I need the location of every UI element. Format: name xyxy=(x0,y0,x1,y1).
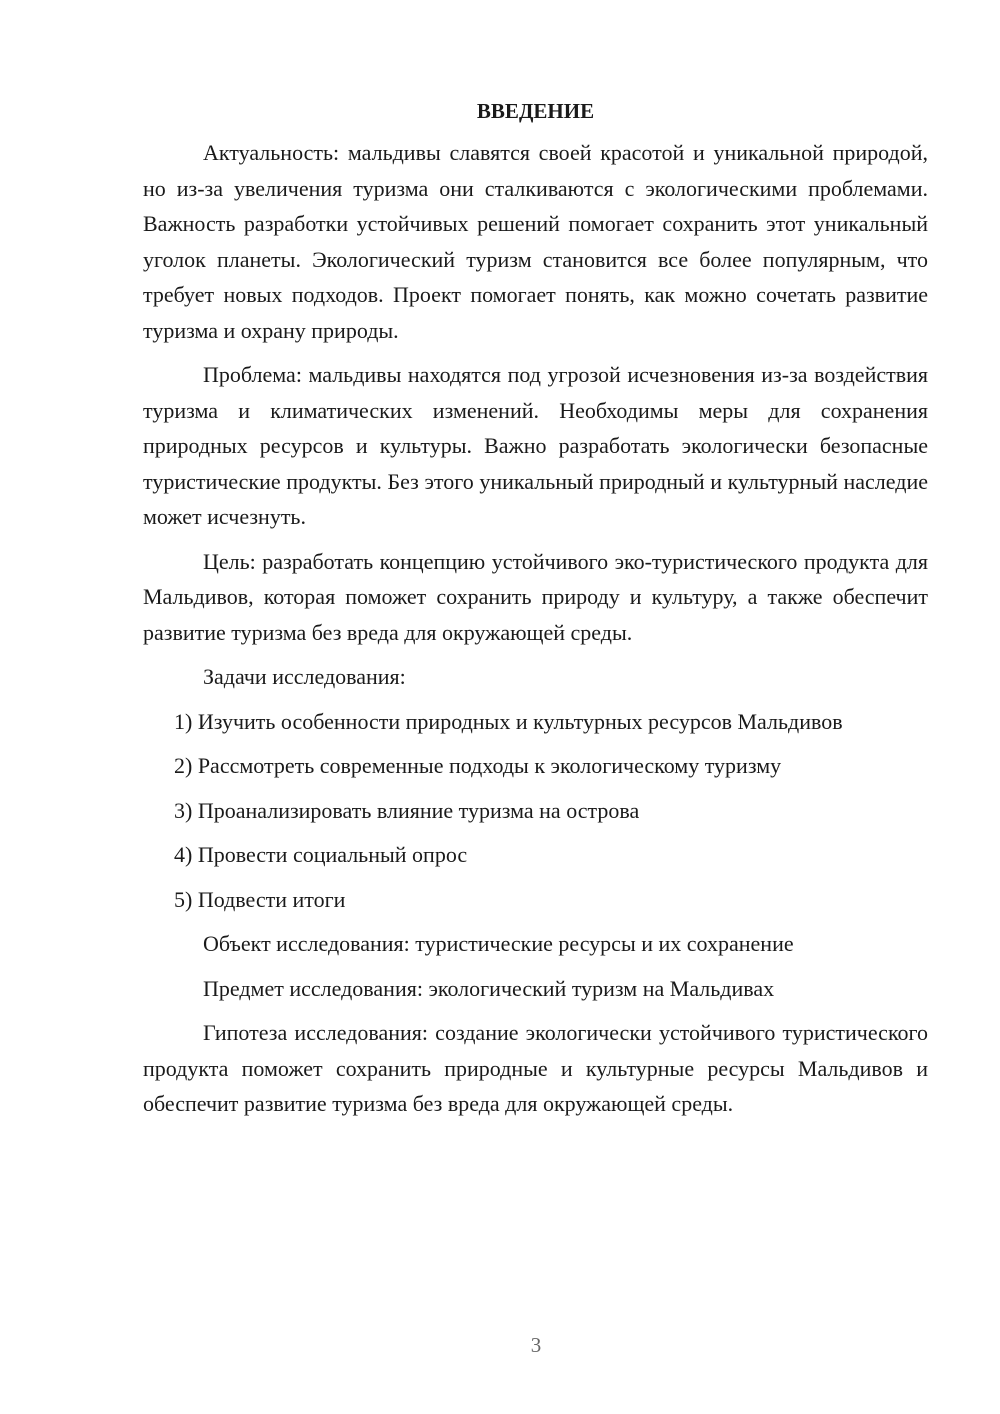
task-item-2: 2) Рассмотреть современные подходы к экологическому туризму xyxy=(174,753,782,778)
task-item-5: 5) Подвести итоги xyxy=(174,886,346,912)
tasks-heading: Задачи исследования: xyxy=(203,664,406,689)
research-subject: Предмет исследования: экологический туризм на Мальдивах xyxy=(203,975,775,1001)
document-body xyxy=(143,96,928,1131)
task-item-4: 4) Провести социальный опрос xyxy=(174,842,468,867)
page-number: 3 xyxy=(530,1333,542,1357)
hypothesis-paragraph: Гипотеза исследования: создание экологически устойчивого туристического продукта поможет сохранить природные и культурные ресурсы Мальдивов и обеспечит развитие туризма без вреда для окружающей среды. xyxy=(143,1020,928,1116)
task-item-1: 1) Изучить особенности природных и культурных ресурсов Мальдивов xyxy=(174,708,843,734)
problem-paragraph: Проблема: мальдивы находятся под угрозой исчезновения из-за воздействия туризма и климатических изменений. Необходимы меры для сохранения природных ресурсов и культуры. Важно разработать экологически безопасные туристические продукты. Без этого уникальный природный и культурный наследие может исчезнуть. xyxy=(143,362,928,529)
goal-paragraph: Цель: разработать концепцию устойчивого эко-туристического продукта для Мальдивов, которая поможет сохранить природу и культуру, а также обеспечит развитие туризма без вреда для окружающей среды. xyxy=(143,548,928,645)
page-title: ВВЕДЕНИЕ xyxy=(476,99,595,123)
research-object: Объект исследования: туристические ресурсы и их сохранение xyxy=(203,931,794,956)
relevance-paragraph: Актуальность: мальдивы славятся своей красотой и уникальной природой, но из-за увеличения туризма они сталкиваются с экологическими проблемами. Важность разработки устойчивых решений помогает сохранить этот уникальный уголок планеты. Экологический туризм становится все более популярным, что требует новых подходов. Проект помогает понять, как можно сочетать развитие туризма и охрану природы. xyxy=(143,140,928,343)
task-item-3: 3) Проанализировать влияние туризма на острова xyxy=(174,797,640,823)
